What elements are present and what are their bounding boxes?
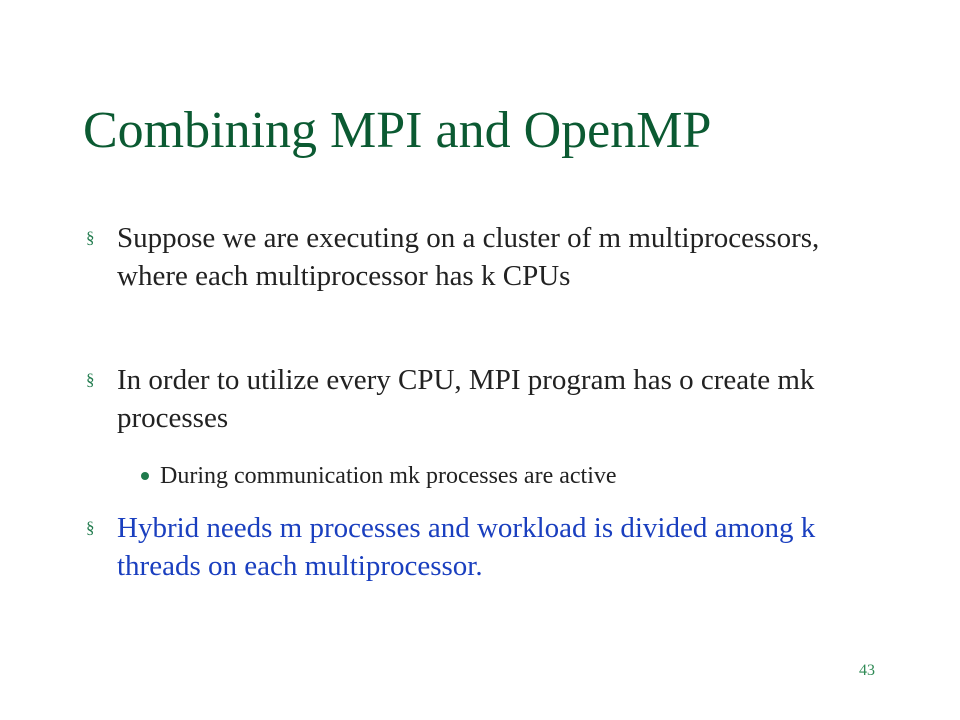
bullet-item-hybrid <box>86 509 886 585</box>
slide-title: Combining MPI and OpenMP <box>83 102 712 159</box>
section-sign-bullet-icon: § <box>86 370 95 389</box>
bullet-text: Suppose we are executing on a cluster of m multiprocessors, where each multiprocessor has k CPUs <box>117 222 820 292</box>
section-sign-bullet-icon: § <box>86 228 95 247</box>
section-sign-bullet-icon: § <box>86 518 95 537</box>
dot-bullet-icon <box>141 472 149 480</box>
bullet-text: Hybrid needs m processes and workload is divided among k threads on each multiprocessor. <box>117 512 816 582</box>
page-number: 43 <box>859 662 875 679</box>
sub-bullet-item-communication <box>141 460 901 492</box>
bullet-item-mpi-processes <box>86 361 886 437</box>
bullet-item-cluster <box>86 219 886 295</box>
sub-bullet-text: During communication mk processes are active <box>160 463 617 489</box>
bullet-text: In order to utilize every CPU, MPI program has o create mk processes <box>117 364 815 434</box>
